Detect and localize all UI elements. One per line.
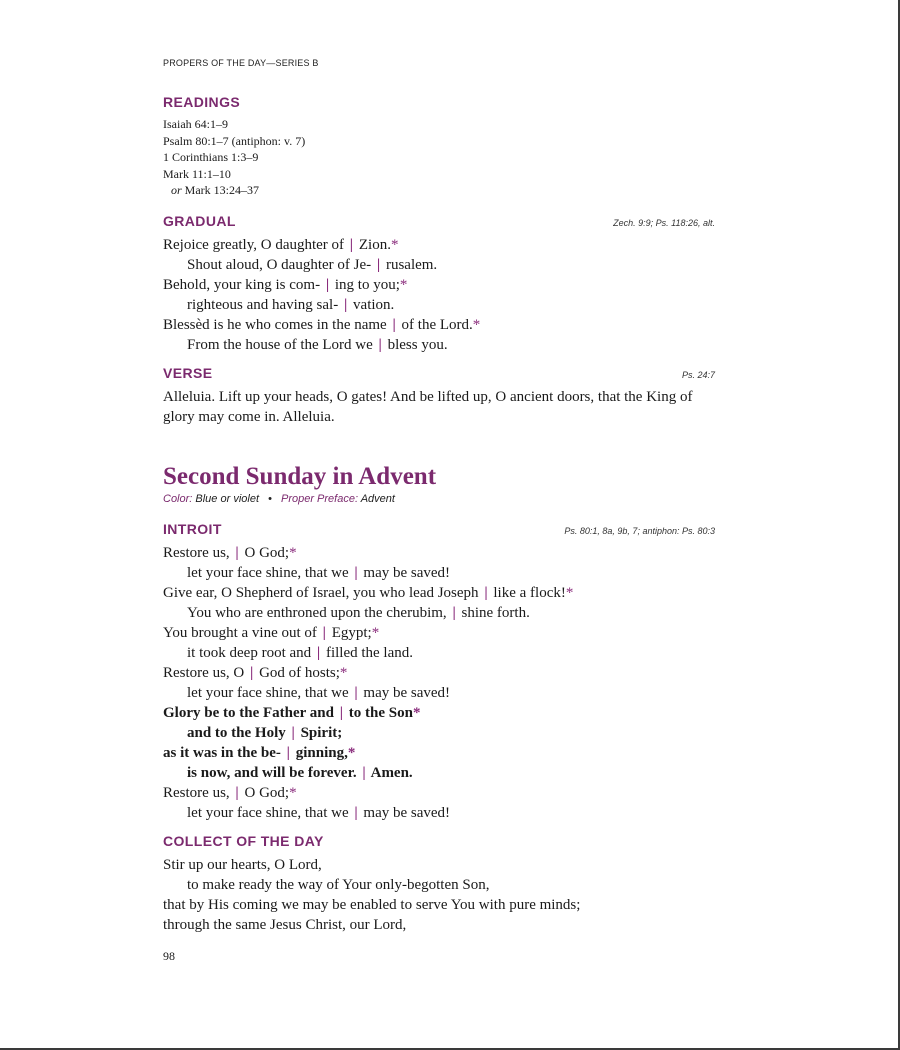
section-title: GRADUAL (163, 212, 236, 229)
sunday-heading (163, 463, 715, 505)
collect-text (163, 855, 715, 935)
text-line: to make ready the way of Your only-begotten Son, (187, 876, 490, 893)
text-line: Restore us, | O God;* (163, 784, 297, 801)
verse-section (163, 365, 715, 427)
text-line: Shout aloud, O daughter of Je- | rusalem. (187, 256, 438, 273)
text-line: let your face shine, that we | may be saved! (187, 564, 451, 581)
text-line: let your face shine, that we | may be saved! (187, 684, 451, 701)
gloria-line: as it was in the be- | ginning,* (163, 744, 356, 761)
page-content (163, 58, 715, 964)
scripture-reference: Zech. 9:9; Ps. 118:26, alt. (613, 217, 715, 228)
section-title: READINGS (163, 94, 241, 110)
text-line: Give ear, O Shepherd of Israel, you who lead Joseph | like a flock!* (163, 584, 574, 601)
gloria-line: Glory be to the Father and | to the Son* (163, 704, 421, 721)
color-label: Color: (163, 492, 193, 505)
text-line: let your face shine, that we | may be saved! (187, 804, 451, 821)
collect-section (163, 833, 715, 935)
text-line: through the same Jesus Christ, our Lord, (163, 916, 407, 933)
text-line: From the house of the Lord we | bless you. (187, 336, 448, 353)
text-line: that by His coming we may be enabled to serve You with pure minds; (163, 896, 581, 913)
gradual-text (163, 235, 715, 355)
gradual-section (163, 213, 715, 355)
text-line: You brought a vine out of | Egypt;* (163, 624, 380, 641)
alternate-reading: Mark 13:24–37 (184, 183, 259, 197)
text-line: Blessèd is he who comes in the name | of the Lord.* (163, 316, 481, 333)
text-line: Restore us, O | God of hosts;* (163, 664, 348, 681)
introit-text (163, 543, 715, 823)
section-title: INTROIT (163, 520, 222, 537)
reading-item: Mark 11:1–10 (163, 166, 231, 181)
readings-section (163, 94, 715, 199)
reading-item: 1 Corinthians 1:3–9 (163, 150, 259, 164)
color-value: Blue or violet (195, 492, 259, 505)
bullet-separator: • (268, 492, 272, 505)
reading-item-alternate (163, 182, 715, 199)
text-line: Stir up our hearts, O Lord, (163, 856, 322, 873)
text-line: Behold, your king is com- | ing to you;* (163, 276, 408, 293)
scripture-reference: Ps. 24:7 (681, 369, 715, 380)
alternate-prefix: or (171, 183, 182, 197)
section-title: COLLECT OF THE DAY (163, 832, 324, 849)
gloria-line: is now, and will be forever. | Amen. (187, 764, 413, 781)
preface-label: Proper Preface: (280, 492, 359, 505)
gloria-line: and to the Holy | Spirit; (187, 724, 343, 741)
preface-value: Advent (360, 492, 395, 505)
sunday-meta (163, 493, 715, 505)
readings-list (163, 116, 715, 199)
text-line: You who are enthroned upon the cherubim, | shine forth. (187, 604, 530, 621)
verse-text: Alleluia. Lift up your heads, O gates! And be lifted up, O ancient doors, that the King of glory may come in. Alleluia. (163, 388, 693, 425)
introit-section (163, 521, 715, 823)
reading-item: Isaiah 64:1–9 (163, 117, 228, 131)
sunday-title: Second Sunday in Advent (163, 462, 437, 490)
section-title: VERSE (163, 364, 213, 381)
text-line: Rejoice greatly, O daughter of | Zion.* (163, 236, 399, 253)
text-line: it took deep root and | filled the land. (187, 644, 414, 661)
running-head: PROPERS OF THE DAY—SERIES B (163, 58, 319, 68)
scripture-reference: Ps. 80:1, 8a, 9b, 7; antiphon: Ps. 80:3 (564, 525, 715, 536)
text-line: Restore us, | O God;* (163, 544, 297, 561)
reading-item: Psalm 80:1–7 (antiphon: v. 7) (163, 133, 306, 148)
text-line: righteous and having sal- | vation. (187, 296, 395, 313)
page-number: 98 (163, 948, 175, 963)
